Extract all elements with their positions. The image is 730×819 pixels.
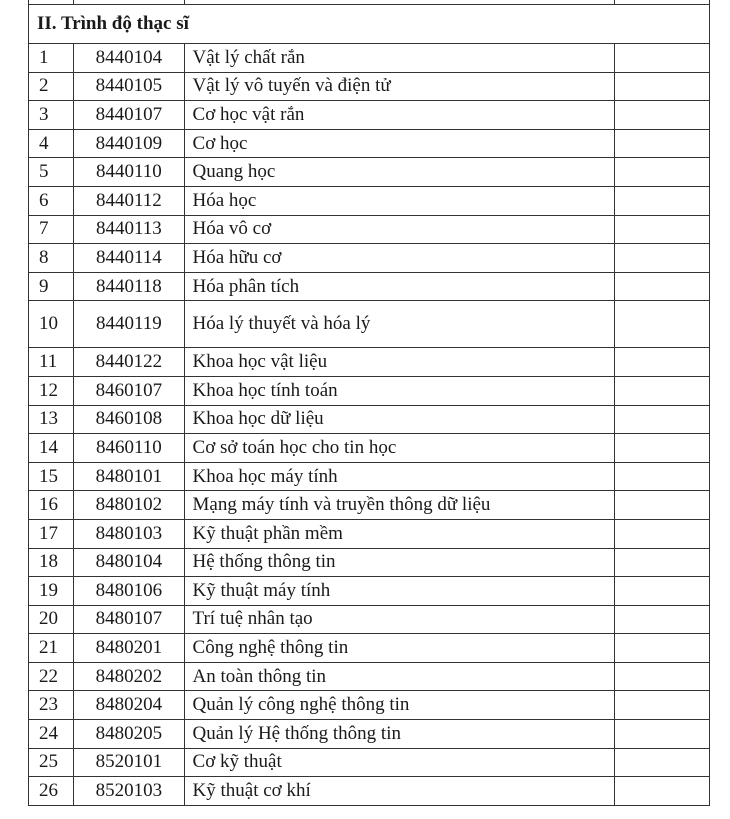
program-code: 8440119: [74, 301, 184, 348]
table-row: [29, 272, 710, 301]
note-cell: [615, 691, 710, 720]
note-cell: [615, 272, 710, 301]
program-name: Trí tuệ nhân tạo: [184, 605, 615, 634]
table-row: [29, 376, 710, 405]
program-name: Quản lý Hệ thống thông tin: [184, 720, 615, 749]
program-name: Hóa hữu cơ: [184, 244, 615, 273]
program-table: [28, 0, 710, 806]
row-number: 24: [29, 720, 74, 749]
program-code: 8480107: [74, 605, 184, 634]
row-number: 10: [29, 301, 74, 348]
row-number: 21: [29, 634, 74, 663]
program-name: Hóa phân tích: [184, 272, 615, 301]
row-number: 15: [29, 462, 74, 491]
program-code: 8440110: [74, 158, 184, 187]
table-row: [29, 301, 710, 348]
table-row: [29, 691, 710, 720]
program-code: 8440113: [74, 215, 184, 244]
table-row: [29, 748, 710, 777]
table-row: [29, 662, 710, 691]
program-name: Cơ học vật rắn: [184, 101, 615, 130]
note-cell: [615, 72, 710, 101]
note-cell: [615, 376, 710, 405]
table-row: [29, 634, 710, 663]
document-page: [28, 0, 710, 806]
note-cell: [615, 548, 710, 577]
program-name: Kỹ thuật máy tính: [184, 577, 615, 606]
row-number: 8: [29, 244, 74, 273]
program-code: 8480104: [74, 548, 184, 577]
table-row: [29, 519, 710, 548]
program-name: Cơ kỹ thuật: [184, 748, 615, 777]
note-cell: [615, 577, 710, 606]
program-code: 8440118: [74, 272, 184, 301]
table-row: [29, 129, 710, 158]
table-row: [29, 577, 710, 606]
section-header-row: [29, 5, 710, 44]
program-code: 8440107: [74, 101, 184, 130]
row-number: 26: [29, 777, 74, 806]
note-cell: [615, 519, 710, 548]
program-name: Công nghệ thông tin: [184, 634, 615, 663]
note-cell: [615, 777, 710, 806]
note-cell: [615, 605, 710, 634]
program-code: 8440104: [74, 44, 184, 73]
program-name: Khoa học tính toán: [184, 376, 615, 405]
note-cell: [615, 434, 710, 463]
row-number: 7: [29, 215, 74, 244]
table-row: [29, 434, 710, 463]
row-number: 20: [29, 605, 74, 634]
table-row: [29, 462, 710, 491]
program-name: Quang học: [184, 158, 615, 187]
note-cell: [615, 462, 710, 491]
program-name: Vật lý vô tuyến và điện tử: [184, 72, 615, 101]
program-code: 8440122: [74, 348, 184, 377]
program-name: An toàn thông tin: [184, 662, 615, 691]
program-name: Kỹ thuật phần mềm: [184, 519, 615, 548]
row-number: 14: [29, 434, 74, 463]
row-number: 3: [29, 101, 74, 130]
row-number: 19: [29, 577, 74, 606]
note-cell: [615, 491, 710, 520]
program-code: 8480202: [74, 662, 184, 691]
note-cell: [615, 662, 710, 691]
row-number: 2: [29, 72, 74, 101]
program-name: Hóa vô cơ: [184, 215, 615, 244]
note-cell: [615, 101, 710, 130]
row-number: 13: [29, 405, 74, 434]
table-row: [29, 405, 710, 434]
table-row: [29, 44, 710, 73]
program-code: 8480103: [74, 519, 184, 548]
row-number: 17: [29, 519, 74, 548]
note-cell: [615, 748, 710, 777]
program-code: 8460107: [74, 376, 184, 405]
program-name: Khoa học vật liệu: [184, 348, 615, 377]
row-number: 25: [29, 748, 74, 777]
note-cell: [615, 244, 710, 273]
note-cell: [615, 186, 710, 215]
program-name: Hóa học: [184, 186, 615, 215]
row-number: 9: [29, 272, 74, 301]
table-row: [29, 72, 710, 101]
row-number: 23: [29, 691, 74, 720]
table-row: [29, 605, 710, 634]
program-code: 8460108: [74, 405, 184, 434]
note-cell: [615, 720, 710, 749]
program-code: 8460110: [74, 434, 184, 463]
row-number: 1: [29, 44, 74, 73]
table-row: [29, 244, 710, 273]
program-name: Khoa học máy tính: [184, 462, 615, 491]
row-number: 18: [29, 548, 74, 577]
row-number: 12: [29, 376, 74, 405]
table-row: [29, 720, 710, 749]
program-name: Vật lý chất rắn: [184, 44, 615, 73]
table-row: [29, 101, 710, 130]
program-code: 8520103: [74, 777, 184, 806]
table-row: [29, 215, 710, 244]
program-code: 8440105: [74, 72, 184, 101]
table-row: [29, 348, 710, 377]
program-code: 8440112: [74, 186, 184, 215]
program-code: 8480204: [74, 691, 184, 720]
row-number: 5: [29, 158, 74, 187]
program-code: 8520101: [74, 748, 184, 777]
program-code: 8480102: [74, 491, 184, 520]
program-code: 8480201: [74, 634, 184, 663]
note-cell: [615, 301, 710, 348]
row-number: 6: [29, 186, 74, 215]
program-name: Quản lý công nghệ thông tin: [184, 691, 615, 720]
program-code: 8440109: [74, 129, 184, 158]
program-name: Hóa lý thuyết và hóa lý: [184, 301, 615, 348]
note-cell: [615, 129, 710, 158]
program-code: 8480101: [74, 462, 184, 491]
program-name: Hệ thống thông tin: [184, 548, 615, 577]
row-number: 16: [29, 491, 74, 520]
table-row: [29, 777, 710, 806]
note-cell: [615, 348, 710, 377]
table-row: [29, 548, 710, 577]
row-number: 11: [29, 348, 74, 377]
program-code: 8480106: [74, 577, 184, 606]
program-name: Khoa học dữ liệu: [184, 405, 615, 434]
section-title: II. Trình độ thạc sĩ: [29, 5, 710, 44]
program-name: Mạng máy tính và truyền thông dữ liệu: [184, 491, 615, 520]
program-name: Kỹ thuật cơ khí: [184, 777, 615, 806]
note-cell: [615, 158, 710, 187]
note-cell: [615, 215, 710, 244]
row-number: 22: [29, 662, 74, 691]
row-number: 4: [29, 129, 74, 158]
program-name: Cơ sở toán học cho tin học: [184, 434, 615, 463]
note-cell: [615, 634, 710, 663]
program-name: Cơ học: [184, 129, 615, 158]
program-code: 8440114: [74, 244, 184, 273]
table-row: [29, 491, 710, 520]
table-row: [29, 186, 710, 215]
note-cell: [615, 405, 710, 434]
table-row: [29, 158, 710, 187]
note-cell: [615, 44, 710, 73]
program-code: 8480205: [74, 720, 184, 749]
